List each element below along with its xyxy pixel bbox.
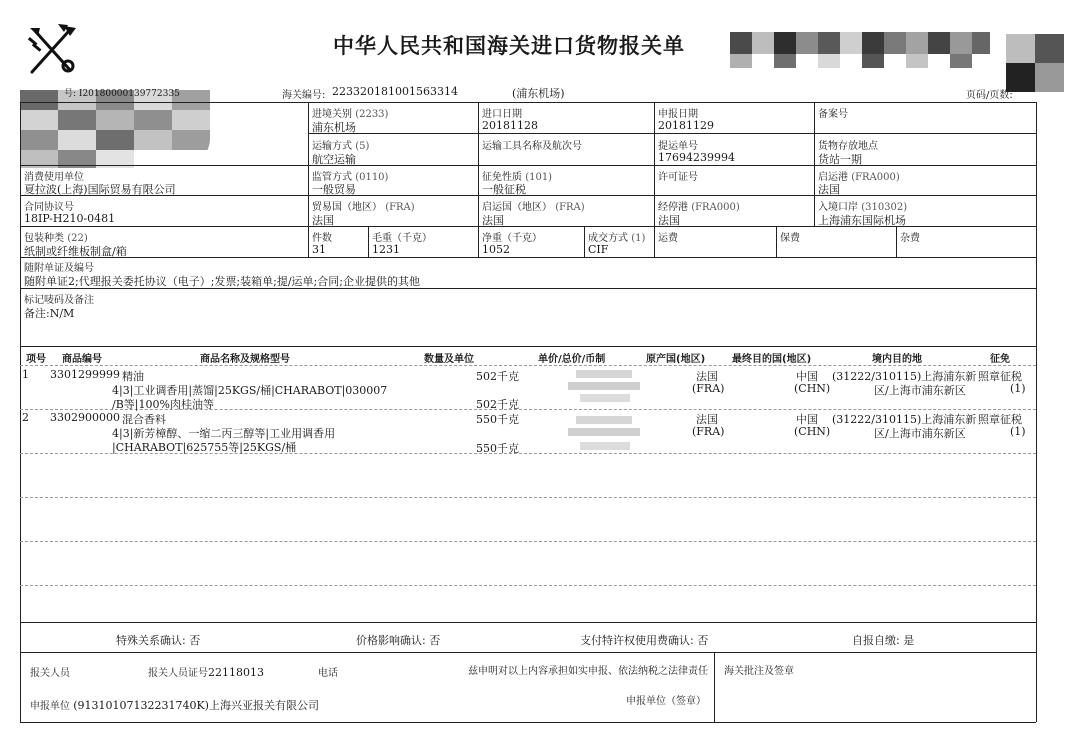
redacted-block xyxy=(1006,34,1064,92)
levy-nature-label: 征免性质 (101) xyxy=(482,172,553,183)
goods-levy-1: 照章征税 xyxy=(978,370,1022,383)
goods-header-levy: 征免 xyxy=(990,354,1010,365)
customs-number-label: 海关编号: xyxy=(282,90,326,101)
net-weight-label: 净重（千克） xyxy=(482,233,542,244)
goods-qty-1: 550千克 xyxy=(476,413,519,426)
entry-customs-label: 进境关别 (2233) xyxy=(312,109,389,120)
origin-country-label: 启运国（地区） (FRA) xyxy=(482,202,585,213)
goods-header-dest: 最终目的国(地区) xyxy=(732,354,812,365)
goods-qty-1: 502千克 xyxy=(476,370,519,383)
departure-port-value: 法国 xyxy=(818,183,840,196)
declare-unit-label: 申报单位 (91310107132231740K)上海兴亚报关有限公司 xyxy=(30,699,319,712)
package-label: 包装种类 (22) xyxy=(24,233,88,244)
customs-office-name: (浦东机场) xyxy=(512,87,565,100)
goods-domestic-2: 区/上海市浦东新区 xyxy=(874,384,966,397)
insurance-label: 保费 xyxy=(780,233,800,244)
legal-statement: 兹申明对以上内容承担如实申报、依法纳税之法律责任 xyxy=(468,666,708,677)
goods-code: 3301299999 xyxy=(50,368,120,381)
goods-dest-code: (CHN) xyxy=(794,425,831,438)
declarant-label: 报关人员 xyxy=(30,668,70,679)
pieces-value: 31 xyxy=(312,243,326,256)
net-weight-value: 1052 xyxy=(482,243,510,256)
goods-levy-1: 照章征税 xyxy=(978,413,1022,426)
freight-label: 运费 xyxy=(658,233,678,244)
goods-levy-2: (1) xyxy=(1010,425,1026,438)
goods-header-domestic: 境内目的地 xyxy=(872,354,922,365)
goods-domestic-2: 区/上海市浦东新区 xyxy=(874,427,966,440)
goods-header-qty: 数量及单位 xyxy=(424,354,474,365)
pieces-label: 件数 xyxy=(312,233,332,244)
deal-mode-value: CIF xyxy=(588,243,609,256)
goods-header-price: 单价/总价/币制 xyxy=(538,354,606,365)
supervision-label: 监管方式 (0110) xyxy=(312,172,389,183)
royalty-confirm: 支付特许权使用费确认: 否 xyxy=(580,634,709,647)
consumer-value: 夏拉波(上海)国际贸易有限公司 xyxy=(24,183,176,196)
storage-label: 货物存放地点 xyxy=(818,141,878,152)
goods-dest: 中国 xyxy=(796,413,818,426)
goods-dest: 中国 xyxy=(796,370,818,383)
entry-port-label: 入境口岸 (310302) xyxy=(818,202,908,213)
page-label: 页码/页数: xyxy=(966,90,1013,101)
entry-port-value: 上海浦东国际机场 xyxy=(818,214,906,227)
goods-name: 混合香料 xyxy=(122,413,166,426)
goods-name: 精油 xyxy=(122,370,144,383)
redacted-block xyxy=(566,412,642,456)
gross-weight-label: 毛重（千克） xyxy=(372,233,432,244)
bill-number-value: 17694239994 xyxy=(658,151,735,164)
gross-weight-value: 1231 xyxy=(372,243,400,256)
goods-dest-code: (CHN) xyxy=(794,382,831,395)
goods-origin: 法国 xyxy=(696,413,718,426)
attached-docs-value: 随附单证2;代理报关委托协议（电子）;发票;装箱单;提/运单;合同;企业提供的其他 xyxy=(24,275,420,288)
goods-header-code: 商品编号 xyxy=(62,354,102,365)
price-influence-confirm: 价格影响确认: 否 xyxy=(356,634,441,647)
origin-country-value: 法国 xyxy=(482,214,504,227)
redacted-block xyxy=(730,22,990,68)
misc-fee-label: 杂费 xyxy=(900,233,920,244)
entry-customs-value: 浦东机场 xyxy=(312,121,356,134)
contract-value: 18IP-H210-0481 xyxy=(24,212,116,225)
redacted-block xyxy=(566,366,642,406)
transport-mode-label: 运输方式 (5) xyxy=(312,141,370,152)
goods-origin-code: (FRA) xyxy=(692,425,725,438)
goods-header-item: 项号 xyxy=(26,354,46,365)
marks-value: 备注:N/M xyxy=(24,307,75,320)
trade-country-label: 贸易国（地区） (FRA) xyxy=(312,202,415,213)
transit-port-value: 法国 xyxy=(658,214,680,227)
record-number-label: 备案号 xyxy=(818,109,848,120)
goods-domestic-1: (31222/310115)上海浦东新 xyxy=(832,370,977,383)
contract-label: 合同协议号 xyxy=(24,202,74,213)
marks-label: 标记唛码及备注 xyxy=(24,295,94,306)
customs-approval-label: 海关批注及签章 xyxy=(724,666,794,677)
trade-country-value: 法国 xyxy=(312,214,334,227)
goods-spec-line1: 4|3|新芳樟醇、一缩二丙三醇等|工业用调香用 xyxy=(112,427,336,440)
declare-date-value: 20181129 xyxy=(658,119,714,132)
self-report-confirm: 自报自缴: 是 xyxy=(852,634,915,647)
goods-item-no: 1 xyxy=(22,368,29,381)
consumer-label: 消费使用单位 xyxy=(24,172,84,183)
goods-spec-line1: 4|3|工业调香用|蒸馏|25KGS/桶|CHARABOT|030007 xyxy=(112,384,388,397)
package-value: 纸制或纤维板制盒/箱 xyxy=(24,245,127,258)
goods-spec-line2: /B等|100%肉桂油等 xyxy=(112,398,214,411)
goods-spec-line2: |CHARABOT|625755等|25KGS/桶 xyxy=(112,441,297,454)
levy-nature-value: 一般征税 xyxy=(482,183,526,196)
goods-domestic-1: (31222/310115)上海浦东新 xyxy=(832,413,977,426)
special-relation-confirm: 特殊关系确认: 否 xyxy=(116,634,201,647)
pre-entry-number: 号: I20180000139772335 xyxy=(64,89,180,99)
vehicle-label: 运输工具名称及航次号 xyxy=(482,141,582,152)
goods-code: 3302900000 xyxy=(50,411,120,424)
supervision-value: 一般贸易 xyxy=(312,183,356,196)
goods-origin-code: (FRA) xyxy=(692,382,725,395)
goods-header-name: 商品名称及规格型号 xyxy=(200,354,290,365)
document-title: 中华人民共和国海关进口货物报关单 xyxy=(333,34,685,58)
goods-qty-2: 502千克 xyxy=(476,398,519,411)
license-label: 许可证号 xyxy=(658,172,698,183)
import-date-value: 20181128 xyxy=(482,119,538,132)
transit-port-label: 经停港 (FRA000) xyxy=(658,202,740,213)
attached-docs-label: 随附单证及编号 xyxy=(24,263,94,274)
import-date-label: 进口日期 xyxy=(482,109,522,120)
goods-levy-2: (1) xyxy=(1010,382,1026,395)
declare-unit-seal: 申报单位（签章） xyxy=(626,696,706,707)
deal-mode-label: 成交方式 (1) xyxy=(588,233,646,244)
goods-qty-2: 550千克 xyxy=(476,442,519,455)
storage-value: 货站一期 xyxy=(818,153,862,166)
phone-label: 电话 xyxy=(318,668,338,679)
declare-date-label: 申报日期 xyxy=(658,109,698,120)
customs-emblem-icon xyxy=(24,22,80,78)
departure-port-label: 启运港 (FRA000) xyxy=(818,172,900,183)
customs-number: 223320181001563314 xyxy=(332,85,458,98)
bill-number-label: 提运单号 xyxy=(658,141,698,152)
transport-mode-value: 航空运输 xyxy=(312,153,356,166)
goods-origin: 法国 xyxy=(696,370,718,383)
goods-header-origin: 原产国(地区) xyxy=(646,354,706,365)
goods-item-no: 2 xyxy=(22,411,29,424)
declarant-cert-label: 报关人员证号22118013 xyxy=(148,666,264,679)
